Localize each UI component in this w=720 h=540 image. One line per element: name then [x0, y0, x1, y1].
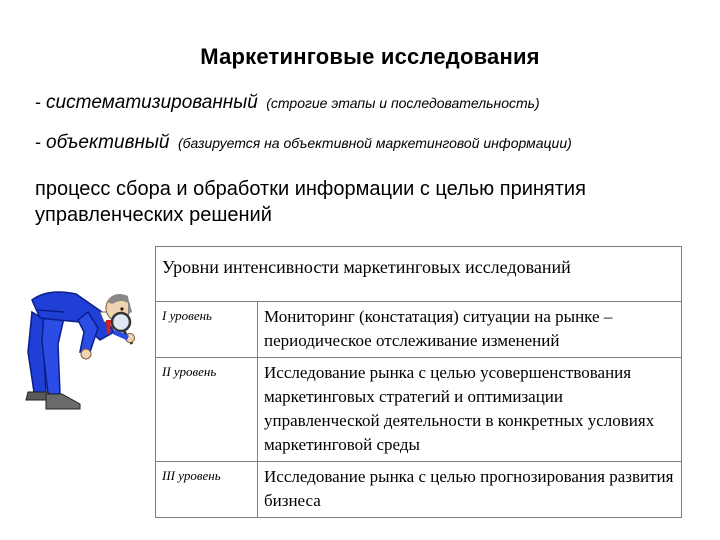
table-row — [156, 302, 682, 358]
property-objective — [35, 132, 572, 154]
property-dash: - — [35, 132, 46, 152]
table-row — [156, 462, 682, 518]
level-label: I уровень — [156, 302, 258, 358]
page-title: Маркетинговые исследования — [200, 44, 540, 69]
level-description: Исследование рынка с целью прогнозирования развития бизнеса — [258, 462, 682, 518]
property-term: систематизированный — [46, 92, 258, 113]
table-header: Уровни интенсивности маркетинговых исследований — [156, 247, 682, 302]
level-description: Исследование рынка с целью усовершенствования маркетинговых стратегий и оптимизации управленческой деятельности в конкретных условиях маркетинговой среды — [258, 358, 682, 462]
property-term: объективный — [46, 132, 170, 153]
level-description: Мониторинг (констатация) ситуации на рынке – периодическое отслеживание изменений — [258, 302, 682, 358]
property-note: (строгие этапы и последовательность) — [266, 95, 540, 111]
levels-table — [155, 246, 682, 518]
table-header-row — [156, 247, 682, 302]
level-label: II уровень — [156, 358, 258, 462]
definition-text: процесс сбора и обработки информации с целью принятия управленческих решений — [35, 178, 586, 226]
table-row — [156, 358, 682, 462]
level-label: III уровень — [156, 462, 258, 518]
detective-with-magnifier-icon — [18, 282, 146, 422]
property-dash: - — [35, 92, 46, 112]
property-note: (базируется на объективной маркетинговой информации) — [177, 135, 572, 151]
property-systematic — [35, 92, 540, 114]
